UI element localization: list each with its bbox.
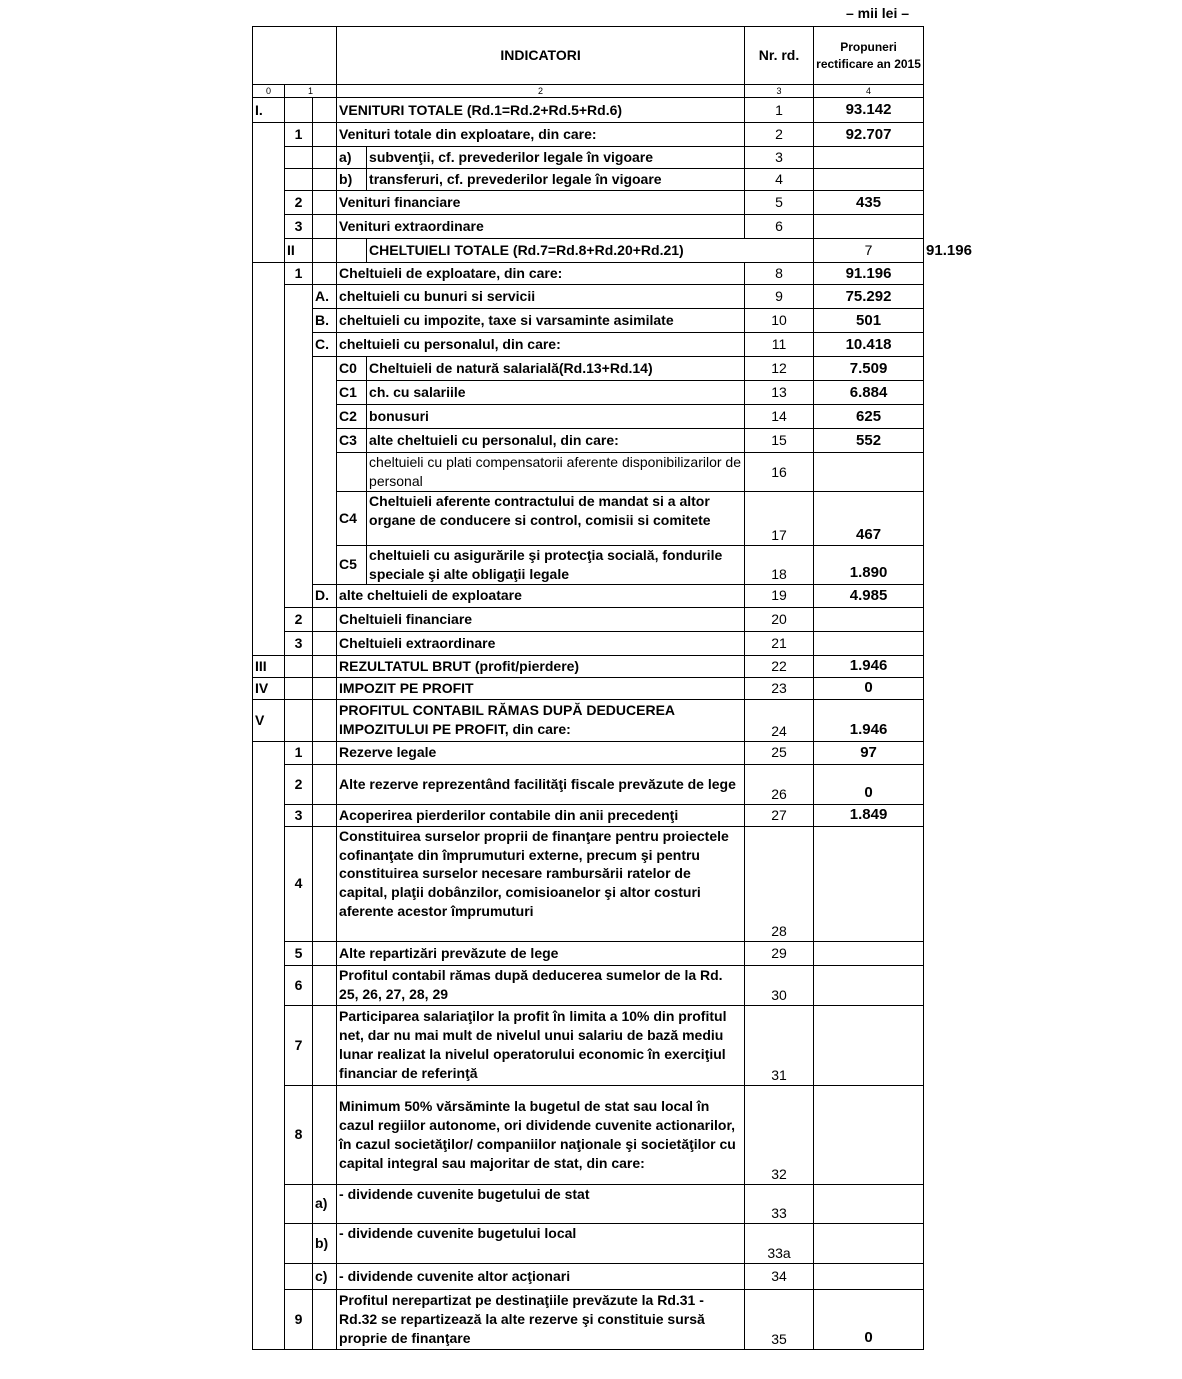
item-letter: A. <box>313 285 337 309</box>
row-value <box>814 1184 924 1223</box>
table-row <box>253 677 924 699</box>
sub-index: 3 <box>285 804 313 826</box>
row-label: Profitul nerepartizat pe destinaţiile prevăzute la Rd.31 - Rd.32 se repartizează la alte rezerve şi constituie sursă proprie de finanţare <box>337 1289 745 1349</box>
row-value <box>814 607 924 631</box>
row-number: 4 <box>745 169 814 191</box>
row-label: Cheltuieli financiare <box>337 607 745 631</box>
row-value: 97 <box>814 741 924 764</box>
unit-label: – mii lei – <box>846 5 910 21</box>
table-row <box>253 965 924 1005</box>
table-row <box>253 215 924 239</box>
table-row <box>253 1223 924 1263</box>
col-index-1: 1 <box>285 85 337 98</box>
row-number: 10 <box>745 309 814 333</box>
row-label: CHELTUIELI TOTALE (Rd.7=Rd.8+Rd.20+Rd.21) <box>367 239 814 263</box>
sub-index: 6 <box>285 965 313 1005</box>
row-value: 1.890 <box>814 545 924 584</box>
row-label: alte cheltuieli de exploatare <box>337 584 745 607</box>
row-value <box>814 826 924 941</box>
row-value: 0 <box>814 764 924 804</box>
row-value <box>814 1223 924 1263</box>
table-row <box>253 764 924 804</box>
row-value: 435 <box>814 191 924 215</box>
row-label: ch. cu salariile <box>367 381 745 405</box>
row-value <box>814 631 924 655</box>
header-indicatori: INDICATORI <box>337 27 745 85</box>
row-value: 92.707 <box>814 123 924 147</box>
item-letter: D. <box>313 584 337 607</box>
item-letter: C2 <box>337 405 367 429</box>
row-value: 1.946 <box>814 699 924 741</box>
row-value: 75.292 <box>814 285 924 309</box>
table-row <box>253 699 924 741</box>
row-number: 6 <box>745 215 814 239</box>
row-label: Venituri totale din exploatare, din care: <box>337 123 745 147</box>
row-number: 33 <box>745 1184 814 1223</box>
row-number: 27 <box>745 804 814 826</box>
item-letter: C3 <box>337 429 367 453</box>
header-blank <box>253 27 337 85</box>
row-value <box>814 169 924 191</box>
row-value: 0 <box>814 1289 924 1349</box>
row-label: PROFITUL CONTABIL RĂMAS DUPĂ DEDUCEREA IMPOZITULUI PE PROFIT, din care: <box>337 699 745 741</box>
row-number: 26 <box>745 764 814 804</box>
table-row <box>253 333 924 357</box>
table-row <box>253 631 924 655</box>
row-number: 5 <box>745 191 814 215</box>
row-label: - dividende cuvenite altor acţionari <box>337 1263 745 1289</box>
roman-index: IV <box>253 677 285 699</box>
item-letter: a) <box>337 147 367 169</box>
row-number: 33a <box>745 1223 814 1263</box>
row-value: 1.849 <box>814 804 924 826</box>
row-number: 21 <box>745 631 814 655</box>
sub-index: 9 <box>285 1289 313 1349</box>
roman-index: II <box>285 239 313 263</box>
row-number: 29 <box>745 941 814 965</box>
table-row <box>253 453 924 492</box>
table-row <box>253 98 924 123</box>
row-label: cheltuieli cu impozite, taxe si varsaminte asimilate <box>337 309 745 333</box>
table-row <box>253 381 924 405</box>
table-row <box>253 607 924 631</box>
row-value <box>814 1263 924 1289</box>
row-number: 35 <box>745 1289 814 1349</box>
row-number: 16 <box>745 453 814 492</box>
item-letter: a) <box>313 1184 337 1223</box>
row-value: 10.418 <box>814 333 924 357</box>
table-row <box>253 357 924 381</box>
row-value: 625 <box>814 405 924 429</box>
row-label: transferuri, cf. prevederilor legale în vigoare <box>367 169 745 191</box>
row-value <box>814 1005 924 1085</box>
row-value <box>814 941 924 965</box>
row-label: Alte rezerve reprezentând facilităţi fiscale prevăzute de lege <box>337 764 745 804</box>
row-value <box>814 215 924 239</box>
roman-index: I. <box>253 98 285 123</box>
table-row <box>253 1085 924 1184</box>
row-number: 19 <box>745 584 814 607</box>
table-row <box>253 545 924 584</box>
table-row <box>253 741 924 764</box>
item-letter: C1 <box>337 381 367 405</box>
row-label: Venituri extraordinare <box>337 215 745 239</box>
row-number: 7 <box>814 239 924 263</box>
row-number: 3 <box>745 147 814 169</box>
row-number: 20 <box>745 607 814 631</box>
table-row <box>253 655 924 677</box>
header-row <box>253 27 924 85</box>
row-label: REZULTATUL BRUT (profit/pierdere) <box>337 655 745 677</box>
roman-index: III <box>253 655 285 677</box>
row-number: 34 <box>745 1263 814 1289</box>
item-letter: b) <box>337 169 367 191</box>
table-row <box>253 123 924 147</box>
row-label: Minimum 50% vărsăminte la bugetul de stat sau local în cazul regiilor autonome, ori dividende cuvenite actionarilor, în cazul societăţilor/ companiilor naţionale şi societăţilor cu capital integral sau majoritar de stat, din care: <box>337 1085 745 1184</box>
row-value: 1.946 <box>814 655 924 677</box>
row-label: Alte repartizări prevăzute de lege <box>337 941 745 965</box>
item-letter: c) <box>313 1263 337 1289</box>
table-row <box>253 1005 924 1085</box>
row-number: 14 <box>745 405 814 429</box>
row-label: Venituri financiare <box>337 191 745 215</box>
table-row <box>253 584 924 607</box>
row-number: 11 <box>745 333 814 357</box>
sub-index: 2 <box>285 764 313 804</box>
row-number: 30 <box>745 965 814 1005</box>
table-row <box>253 405 924 429</box>
table-row <box>253 429 924 453</box>
table-row <box>253 263 924 285</box>
row-label: - dividende cuvenite bugetului local <box>337 1223 745 1263</box>
sub-index: 3 <box>285 631 313 655</box>
table-row <box>253 1263 924 1289</box>
row-value: 467 <box>814 491 924 545</box>
table-row <box>253 941 924 965</box>
row-label: Constituirea surselor proprii de finanţare pentru proiectele cofinanţate din împrumuturi externe, precum şi pentru constituirea surselor necesare rambursării ratelor de capital, plaţii dobânzilor, comisioanelor şi altor costuri aferente acestor împrumuturi <box>337 826 745 941</box>
roman-index: V <box>253 699 285 741</box>
table-row <box>253 191 924 215</box>
sub-index: 5 <box>285 941 313 965</box>
table-row <box>253 147 924 169</box>
row-label: - dividende cuvenite bugetului de stat <box>337 1184 745 1223</box>
row-label: Cheltuieli de natură salarială(Rd.13+Rd.14) <box>367 357 745 381</box>
row-number: 24 <box>745 699 814 741</box>
budget-table <box>252 26 972 1350</box>
sub-index: 2 <box>285 191 313 215</box>
row-value <box>814 1085 924 1184</box>
row-number: 18 <box>745 545 814 584</box>
row-number: 25 <box>745 741 814 764</box>
table-row <box>253 804 924 826</box>
row-value: 501 <box>814 309 924 333</box>
sub-index: 1 <box>285 741 313 764</box>
row-value: 6.884 <box>814 381 924 405</box>
item-letter: b) <box>313 1223 337 1263</box>
row-label: subvenţii, cf. prevederilor legale în vigoare <box>367 147 745 169</box>
item-letter: C4 <box>337 491 367 545</box>
table-row <box>253 309 924 333</box>
row-number: 1 <box>745 98 814 123</box>
row-value: 4.985 <box>814 584 924 607</box>
row-label: Profitul contabil rămas după deducerea sumelor de la Rd. 25, 26, 27, 28, 29 <box>337 965 745 1005</box>
row-label: Rezerve legale <box>337 741 745 764</box>
row-label: Acoperirea pierderilor contabile din anii precedenţi <box>337 804 745 826</box>
row-value <box>814 147 924 169</box>
sub-index: 3 <box>285 215 313 239</box>
row-label: Cheltuieli aferente contractului de mandat si a altor organe de conducere si control, comisii si comitete <box>367 491 745 545</box>
table-row <box>253 1289 924 1349</box>
row-label: cheltuieli cu bunuri si servicii <box>337 285 745 309</box>
row-number: 23 <box>745 677 814 699</box>
sub-index: 4 <box>285 826 313 941</box>
item-letter: B. <box>313 309 337 333</box>
col-index-3: 3 <box>745 85 814 98</box>
row-label: alte cheltuieli cu personalul, din care: <box>367 429 745 453</box>
sub-index: 8 <box>285 1085 313 1184</box>
row-number: 13 <box>745 381 814 405</box>
row-value: 93.142 <box>814 98 924 123</box>
item-letter: C0 <box>337 357 367 381</box>
row-number: 2 <box>745 123 814 147</box>
row-number: 8 <box>745 263 814 285</box>
row-number: 32 <box>745 1085 814 1184</box>
sub-index: 1 <box>285 263 313 285</box>
sub-index: 7 <box>285 1005 313 1085</box>
row-label: cheltuieli cu personalul, din care: <box>337 333 745 357</box>
row-label: Cheltuieli de exploatare, din care: <box>337 263 745 285</box>
row-value: 7.509 <box>814 357 924 381</box>
table-row <box>253 1184 924 1223</box>
row-label: bonusuri <box>367 405 745 429</box>
sub-index: 1 <box>285 123 313 147</box>
row-value: 552 <box>814 429 924 453</box>
row-number: 15 <box>745 429 814 453</box>
row-number: 9 <box>745 285 814 309</box>
row-label: cheltuieli cu asigurările şi protecţia socială, fondurile speciale şi alte obligaţii legale <box>367 545 745 584</box>
row-value: 0 <box>814 677 924 699</box>
column-index-row <box>253 85 924 98</box>
table-row <box>253 169 924 191</box>
row-label: VENITURI TOTALE (Rd.1=Rd.2+Rd.5+Rd.6) <box>337 98 745 123</box>
row-value <box>814 965 924 1005</box>
table-row <box>253 285 924 309</box>
row-value <box>814 453 924 492</box>
row-number: 22 <box>745 655 814 677</box>
col-index-4: 4 <box>814 85 924 98</box>
col-index-0: 0 <box>253 85 285 98</box>
table-row: II CHELTUIELI TOTALE (Rd.7=Rd.8+Rd.20+Rd.21) 7 91.196 <box>253 239 924 263</box>
row-number: 31 <box>745 1005 814 1085</box>
col-index-2: 2 <box>337 85 745 98</box>
row-label: cheltuieli cu plati compensatorii aferente disponibilizarilor de personal <box>367 453 745 492</box>
row-label: IMPOZIT PE PROFIT <box>337 677 745 699</box>
row-label: Participarea salariaţilor la profit în limita a 10% din profitul net, dar nu mai mult de nivelul unui salariu de bază mediu lunar realizat la nivelul operatorului economic în exerciţiul financiar de referinţă <box>337 1005 745 1085</box>
item-letter: C5 <box>337 545 367 584</box>
header-propuneri: Propuneri rectificare an 2015 <box>814 27 924 85</box>
row-label: Cheltuieli extraordinare <box>337 631 745 655</box>
row-number: 12 <box>745 357 814 381</box>
sub-index: 2 <box>285 607 313 631</box>
row-number: 17 <box>745 491 814 545</box>
table-row <box>253 826 924 941</box>
header-nr-rd: Nr. rd. <box>745 27 814 85</box>
table-row <box>253 491 924 545</box>
row-value: 91.196 <box>814 263 924 285</box>
row-number: 28 <box>745 826 814 941</box>
item-letter: C. <box>313 333 337 357</box>
